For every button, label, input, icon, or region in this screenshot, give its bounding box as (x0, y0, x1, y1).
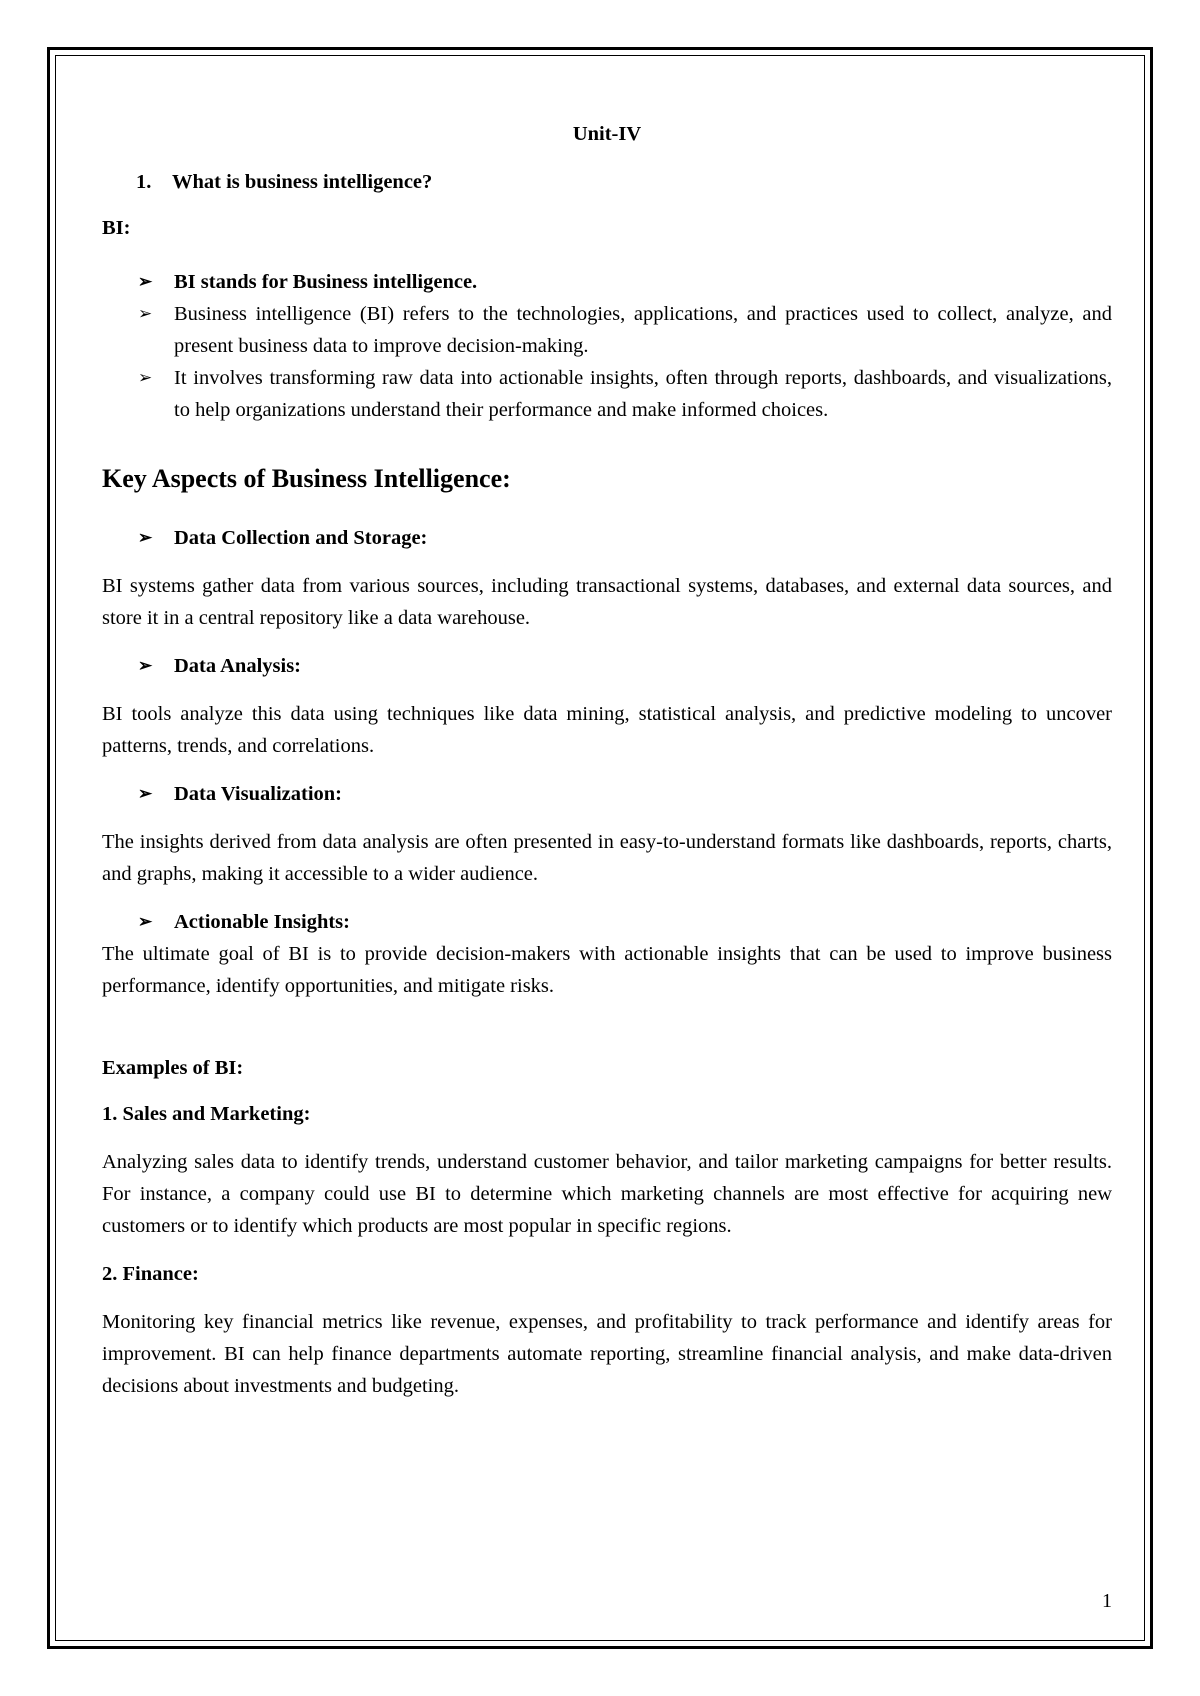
page-title: Unit-IV (572, 123, 642, 145)
arrow-bullet-icon: ➢ (138, 272, 153, 291)
example-title: 2. Finance: (102, 1263, 199, 1285)
bi-point: ➢ It involves transforming raw data into actionable insights, often through reports, dashboards, and visualizations, to help organizations understand their performance and make informed choices. (174, 362, 1112, 426)
arrow-bullet-icon: ➢ (138, 304, 153, 323)
arrow-bullet-icon: ➢ (138, 528, 153, 547)
example-text: Monitoring key financial metrics like revenue, expenses, and profitability to track performance and identify areas for improvement. BI can help finance departments automate reporting, streamline financial analysis, and make data-driven decisions about investments and budgeting. (102, 1311, 1112, 1397)
arrow-bullet-icon: ➢ (138, 656, 153, 675)
examples-heading: Examples of BI: (102, 1057, 244, 1079)
example-title: 1. Sales and Marketing: (102, 1103, 311, 1125)
arrow-bullet-icon: ➢ (138, 784, 153, 803)
aspect-text: BI tools analyze this data using techniques like data mining, statistical analysis, and predictive modeling to uncover patterns, trends, and correlations. (102, 703, 1112, 757)
key-aspects-heading: Key Aspects of Business Intelligence: (102, 464, 511, 493)
aspect-text: The insights derived from data analysis are often presented in easy-to-understand formats like dashboards, reports, charts, and graphs, making it accessible to a wider audience. (102, 831, 1112, 885)
aspect-title: ➢ Actionable Insights: (102, 906, 1112, 938)
document-body (102, 118, 1112, 1418)
aspect-title: ➢ Data Collection and Storage: (102, 522, 1112, 554)
question-number: 1. (136, 171, 152, 193)
bi-label: BI: (102, 217, 131, 239)
aspect-title: ➢ Data Visualization: (102, 778, 1112, 810)
arrow-bullet-icon: ➢ (138, 912, 153, 931)
bi-point: ➢ BI stands for Business intelligence. (174, 266, 1112, 298)
page-number: 1 (1102, 1590, 1112, 1612)
bi-point-list (102, 266, 1112, 426)
question-heading (102, 166, 1112, 198)
aspect-text: BI systems gather data from various sources, including transactional systems, databases, and external data sources, and store it in a central repository like a data warehouse. (102, 575, 1112, 629)
arrow-bullet-icon: ➢ (138, 368, 153, 387)
question-text: What is business intelligence? (172, 171, 433, 193)
example-text: Analyzing sales data to identify trends, understand customer behavior, and tailor marketing campaigns for better results. For instance, a company could use BI to determine which marketing channels are most effective for acquiring new customers or to identify which products are most popular in specific regions. (102, 1151, 1112, 1237)
aspect-text: The ultimate goal of BI is to provide decision-makers with actionable insights that can be used to improve business performance, identify opportunities, and mitigate risks. (102, 943, 1112, 997)
bi-point: ➢ Business intelligence (BI) refers to the technologies, applications, and practices used to collect, analyze, and present business data to improve decision-making. (174, 298, 1112, 362)
aspect-title: ➢ Data Analysis: (102, 650, 1112, 682)
